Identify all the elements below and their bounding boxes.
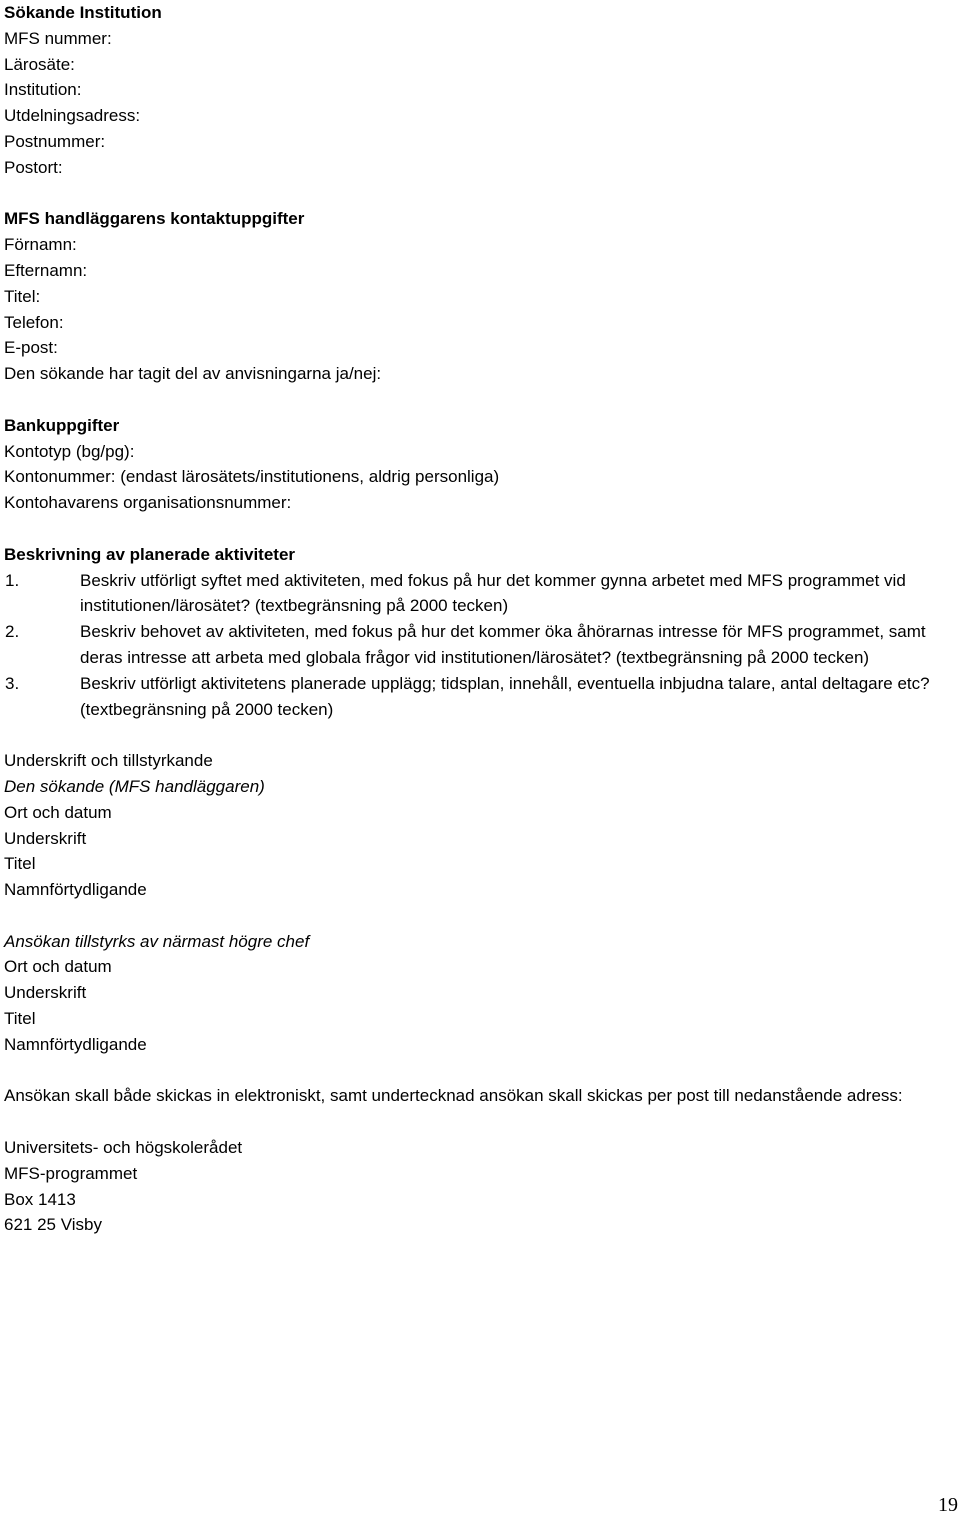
question-number: 1. <box>5 570 20 590</box>
section-heading-kontaktuppgifter: MFS handläggarens kontaktuppgifter <box>4 209 305 229</box>
field-label-ort-datum: Ort och datum <box>4 802 112 822</box>
field-label-titel: Titel <box>4 1009 36 1029</box>
spacer <box>4 903 956 929</box>
field-label-efternamn: Efternamn: <box>4 260 88 280</box>
address-line-box: Box 1413 <box>4 1189 76 1209</box>
section-beskrivning <box>4 542 956 723</box>
address-line-organisation: Universitets- och högskolerådet <box>4 1138 243 1158</box>
field-label-anvisningar: Den sökande har tagit del av anvisningarna ja/nej: <box>4 364 382 384</box>
field-label-kontonummer: Kontonummer: (endast lärosätets/institutionens, aldrig personliga) <box>4 467 500 487</box>
section-kontaktuppgifter <box>4 206 956 387</box>
field-label-mfs-nummer: MFS nummer: <box>4 28 112 48</box>
submission-instruction: Ansökan skall både skickas in elektroniskt, samt undertecknad ansökan skall skickas per post till nedanstående adress: <box>4 1086 903 1106</box>
section-heading-underskrift: Underskrift och tillstyrkande <box>4 751 213 771</box>
section-heading-beskrivning: Beskrivning av planerade aktiviteter <box>4 544 296 564</box>
field-label-namnfortydligande: Namnförtydligande <box>4 1034 147 1054</box>
field-label-underskrift: Underskrift <box>4 983 87 1003</box>
question-number: 3. <box>5 673 20 693</box>
section-heading-sokande-institution: Sökande Institution <box>4 3 162 22</box>
question-item <box>4 671 956 723</box>
spacer <box>4 516 956 542</box>
field-label-postnummer: Postnummer: <box>4 131 106 151</box>
page-number: 19 <box>938 1494 958 1516</box>
spacer <box>4 1109 956 1135</box>
field-label-titel: Titel: <box>4 286 41 306</box>
field-label-namnfortydligande: Namnförtydligande <box>4 880 147 900</box>
subheading-sokande: Den sökande (MFS handläggaren) <box>4 776 265 796</box>
question-text: Beskriv utförligt aktivitetens planerade upplägg; tidsplan, innehåll, eventuella inbjudna talare, antal deltagare etc? (textbegränsning på 2000 tecken) <box>80 673 930 719</box>
section-bankuppgifter <box>4 413 956 516</box>
question-text: Beskriv utförligt syftet med aktiviteten, med fokus på hur det kommer gynna arbetet med MFS programmet vid institutionen/lärosätet? (textbegränsning på 2000 tecken) <box>80 570 906 616</box>
question-text: Beskriv behovet av aktiviteten, med fokus på hur det kommer öka åhörarnas intresse för MFS programmet, samt deras intresse att arbeta med globala frågor vid institutionen/lärosätet? (textbegränsning på 2000 tecken) <box>80 622 926 667</box>
field-label-titel: Titel <box>4 854 36 874</box>
question-item <box>4 568 956 620</box>
field-label-utdelningsadress: Utdelningsadress: <box>4 106 141 126</box>
spacer <box>4 181 956 207</box>
document-page <box>4 0 956 1238</box>
question-item <box>4 619 956 671</box>
question-number: 2. <box>5 622 20 642</box>
postal-address <box>4 1135 956 1238</box>
address-line-program: MFS-programmet <box>4 1163 138 1183</box>
field-label-fornamn: Förnamn: <box>4 235 77 255</box>
field-label-larosate: Lärosäte: <box>4 54 75 74</box>
field-label-telefon: Telefon: <box>4 312 64 332</box>
field-label-organisationsnummer: Kontohavarens organisationsnummer: <box>4 493 292 513</box>
field-label-postort: Postort: <box>4 157 63 177</box>
field-label-epost: E-post: <box>4 338 58 358</box>
field-label-underskrift: Underskrift <box>4 828 87 848</box>
field-label-kontotyp: Kontotyp (bg/pg): <box>4 441 135 461</box>
section-sokande-institution <box>4 0 956 181</box>
spacer <box>4 722 956 748</box>
subheading-chef: Ansökan tillstyrks av närmast högre chef <box>4 931 310 951</box>
question-list <box>4 568 956 723</box>
address-line-postort: 621 25 Visby <box>4 1215 102 1235</box>
field-label-institution: Institution: <box>4 80 82 100</box>
spacer <box>4 1058 956 1084</box>
field-label-ort-datum: Ort och datum <box>4 957 112 977</box>
spacer <box>4 387 956 413</box>
section-heading-bankuppgifter: Bankuppgifter <box>4 415 120 435</box>
section-underskrift <box>4 748 956 1058</box>
